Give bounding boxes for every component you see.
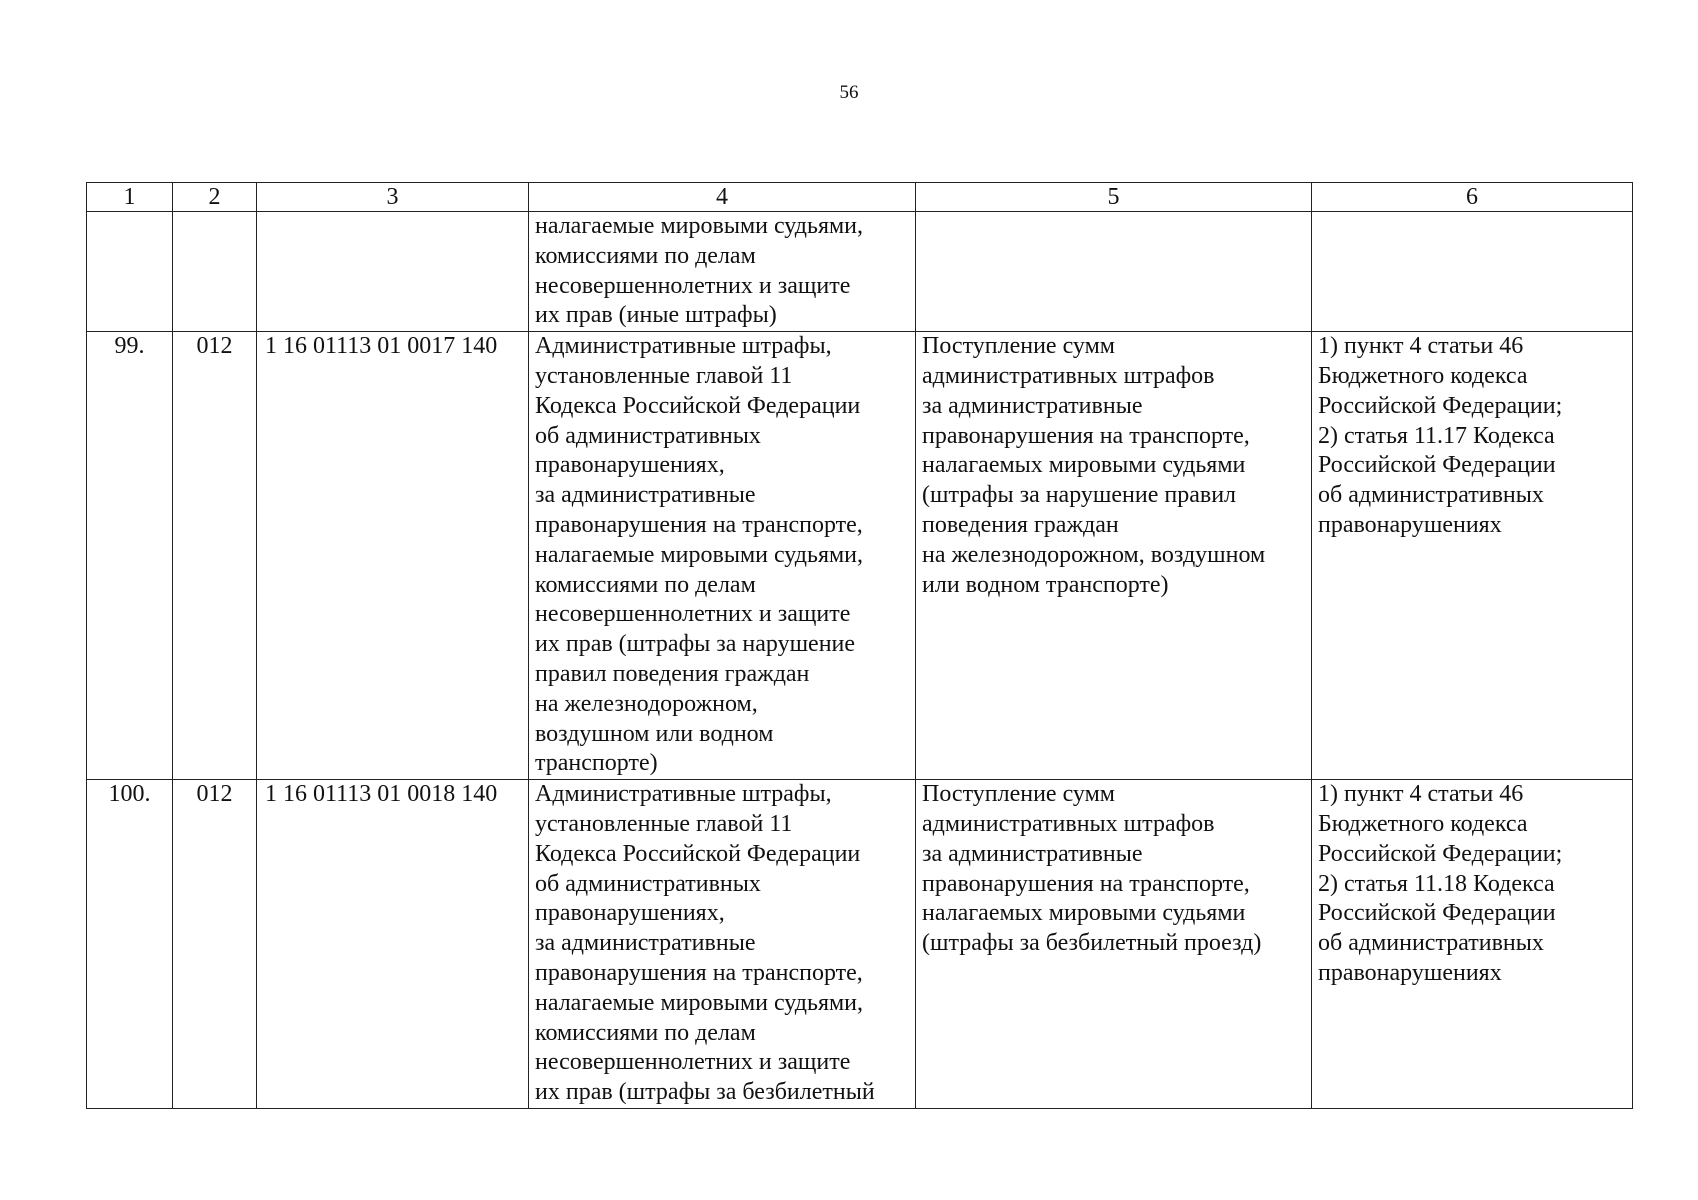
continuation-cell-admin (173, 212, 257, 332)
continuation-cell-legal-basis (1312, 212, 1633, 332)
budget-classification-code: 1 16 01113 01 0017 140 (257, 332, 529, 780)
legal-basis: 1) пункт 4 статьи 46 Бюджетного кодекса Российской Федерации; 2) статья 11.18 Кодекса Российской Федерации об административных правонарушениях (1312, 780, 1633, 1109)
header-cell-4: 4 (529, 183, 916, 212)
continuation-cell-description (916, 212, 1312, 332)
revenue-description: Поступление сумм административных штрафов за административные правонарушения на транспорте, налагаемых мировыми судьями (штрафы за нарушение правил поведения граждан на железнодорожном, воздушном или водном транспорте) (916, 332, 1312, 780)
header-cell-3: 3 (257, 183, 529, 212)
revenue-name: Административные штрафы, установленные главой 11 Кодекса Российской Федерации об административных правонарушениях, за административные правонарушения на транспорте, налагаемые мировыми судьями, комиссиями по делам несовершеннолетних и защите их прав (штрафы за безбилетный (535, 781, 875, 1106)
table-row (87, 780, 1633, 1109)
header-cell-6: 6 (1312, 183, 1633, 212)
row-number: 100. (87, 780, 173, 1109)
revenue-description: Поступление сумм административных штрафов за административные правонарушения на транспорте, налагаемых мировыми судьями (штрафы за безбилетный проезд) (916, 780, 1312, 1109)
legal-basis: 1) пункт 4 статьи 46 Бюджетного кодекса Российской Федерации; 2) статья 11.17 Кодекса Российской Федерации об административных правонарушениях (1312, 332, 1633, 780)
table-row (87, 332, 1633, 780)
header-cell-1: 1 (87, 183, 173, 212)
admin-code: 012 (173, 780, 257, 1109)
admin-code: 012 (173, 332, 257, 780)
table-header-row (87, 183, 1633, 212)
row-number: 99. (87, 332, 173, 780)
table-row-continuation (87, 212, 1633, 332)
revenue-codes-table (86, 182, 1633, 1109)
page-number: 56 (839, 82, 859, 103)
continuation-cell-name: налагаемые мировыми судьями, комиссиями по делам несовершеннолетних и защите их прав (иные штрафы) (529, 212, 916, 332)
header-cell-2: 2 (173, 183, 257, 212)
header-cell-5: 5 (916, 183, 1312, 212)
continuation-cell-code (257, 212, 529, 332)
continuation-cell-num (87, 212, 173, 332)
budget-classification-code: 1 16 01113 01 0018 140 (257, 780, 529, 1109)
revenue-name: Административные штрафы, установленные главой 11 Кодекса Российской Федерации об административных правонарушениях, за административные правонарушения на транспорте, налагаемые мировыми судьями, комиссиями по делам несовершеннолетних и защите их прав (штрафы за нарушение правил поведения граждан на железнодорожном, воздушном или водном транспорте) (529, 332, 916, 780)
revenue-name-cell (529, 780, 916, 1109)
